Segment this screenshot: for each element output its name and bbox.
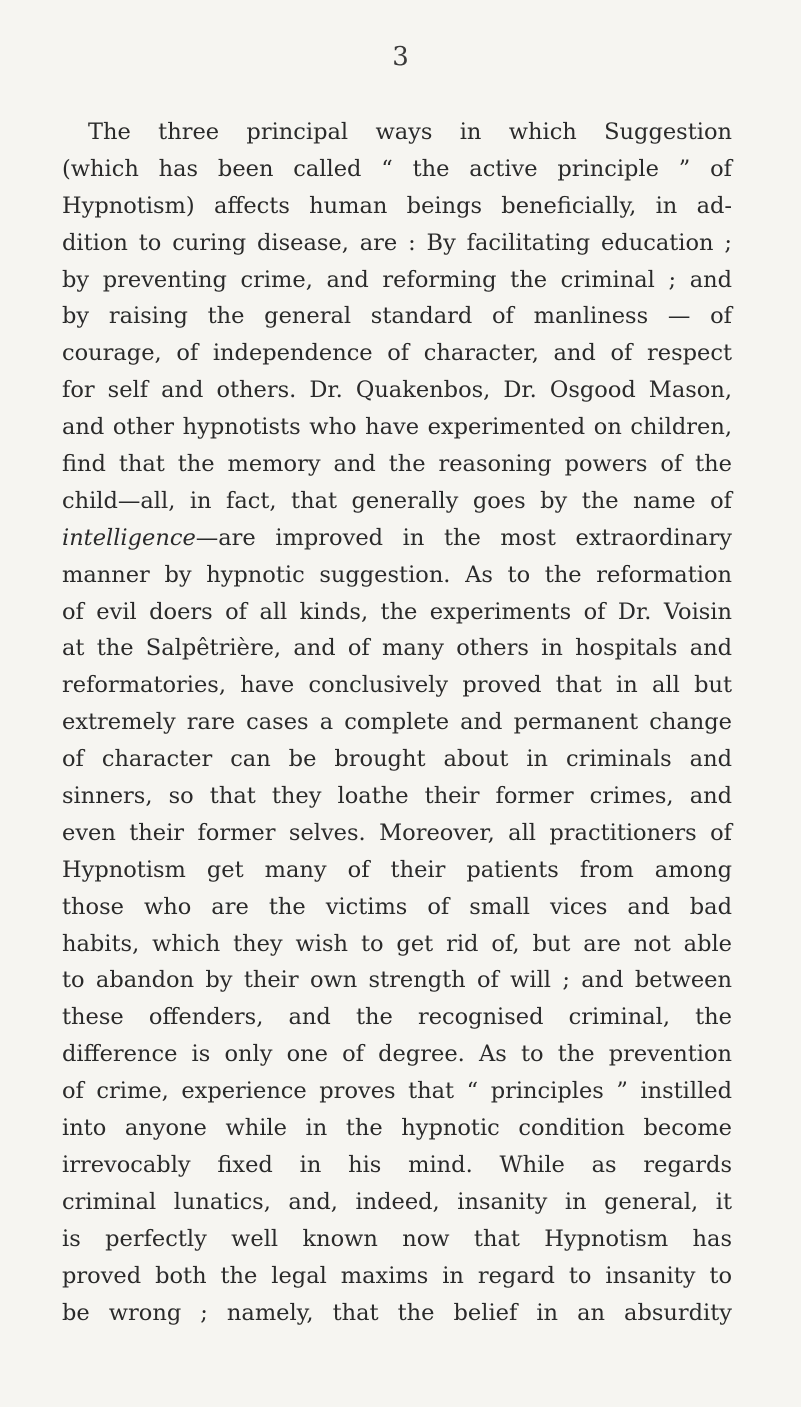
text-line: by preventing crime, and reforming the criminal ; and xyxy=(62,266,732,293)
text-line: dition to curing disease, are : By facilitating education ; xyxy=(62,229,732,256)
text-line: of character can be brought about in criminals and xyxy=(62,746,732,773)
text-line: and other hypnotists who have experimented on children, xyxy=(62,414,732,441)
text-line: child—all, in fact, that generally goes by the name of xyxy=(62,487,732,514)
italic-word: intelligence xyxy=(62,524,196,551)
text-line: those who are the victims of small vices and bad xyxy=(62,893,732,920)
text-line: manner by hypnotic suggestion. As to the reformation xyxy=(62,561,732,588)
text-line: even their former selves. Moreover, all practitioners of xyxy=(62,819,732,846)
text-line: these offenders, and the recognised criminal, the xyxy=(62,1004,732,1031)
body-text xyxy=(62,114,732,1331)
text-line: extremely rare cases a complete and permanent change xyxy=(62,709,732,736)
text-line-with-italic xyxy=(62,520,732,557)
text-line: by raising the general standard of manliness — of xyxy=(62,303,732,330)
text-line: difference is only one of degree. As to the prevention xyxy=(62,1041,732,1068)
text-line: reformatories, have conclusively proved that in all but xyxy=(62,672,732,699)
text-line: into anyone while in the hypnotic condition become xyxy=(62,1115,732,1142)
text-line: is perfectly well known now that Hypnotism has xyxy=(62,1225,732,1252)
text-line: (which has been called “ the active principle ” of xyxy=(62,155,732,182)
text-line: of evil doers of all kinds, the experiments of Dr. Voisin xyxy=(62,598,732,625)
text-line: The three principal ways in which Suggestion xyxy=(88,119,732,145)
text-line: to abandon by their own strength of will ; and between xyxy=(62,967,732,994)
text-line: criminal lunatics, and, indeed, insanity in general, it xyxy=(62,1188,732,1215)
text-line: of crime, experience proves that “ principles ” instilled xyxy=(62,1078,732,1105)
text-line: proved both the legal maxims in regard to insanity to xyxy=(62,1262,732,1289)
text-line: be wrong ; namely, that the belief in an absurdity xyxy=(62,1299,732,1326)
text-line: sinners, so that they loathe their former crimes, and xyxy=(62,783,732,810)
page-number: 3 xyxy=(392,42,409,72)
text-line: habits, which they wish to get rid of, but are not able xyxy=(62,930,732,957)
text-line: Hypnotism get many of their patients from among xyxy=(62,856,732,883)
text-line: Hypnotism) affects human beings beneficially, in ad- xyxy=(62,192,732,219)
text-line: at the Salpêtrière, and of many others in hospitals and xyxy=(62,635,732,662)
text-line: irrevocably fixed in his mind. While as regards xyxy=(62,1151,732,1178)
text-segment: —are improved in the most extraordinary xyxy=(195,524,732,551)
text-line: find that the memory and the reasoning powers of the xyxy=(62,451,732,478)
text-line: courage, of independence of character, and of respect xyxy=(62,340,732,367)
text-line: for self and others. Dr. Quakenbos, Dr. Osgood Mason, xyxy=(62,377,732,404)
